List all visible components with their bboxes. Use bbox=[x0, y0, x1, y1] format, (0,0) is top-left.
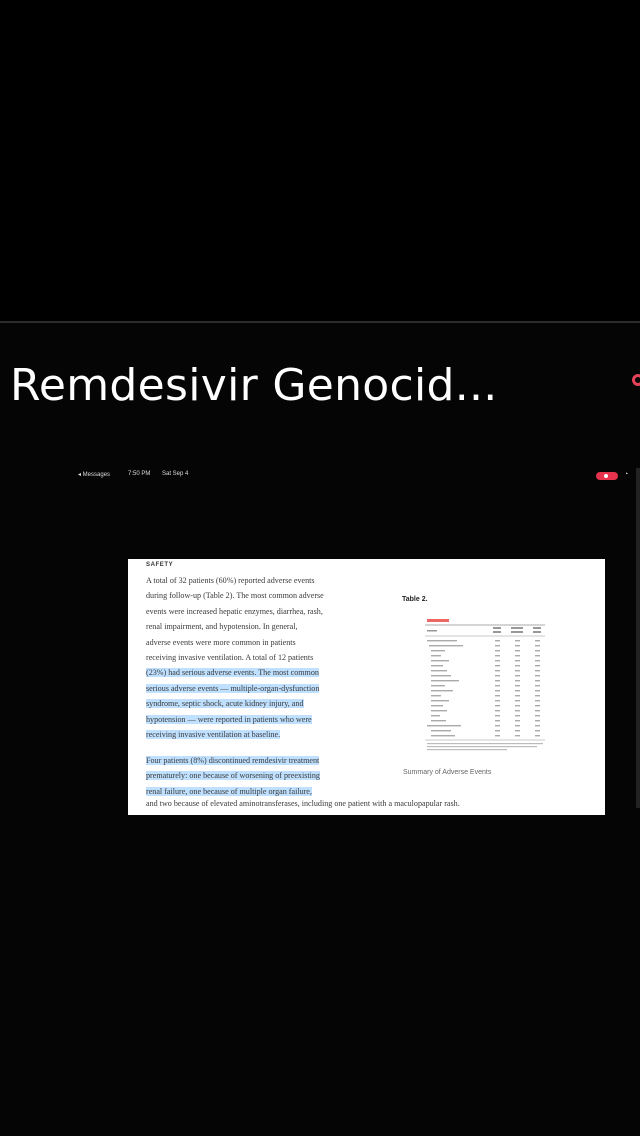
status-time: 7:50 PM bbox=[128, 471, 151, 477]
highlighted-text: serious adverse events — multiple-organ-dysfunction bbox=[146, 683, 320, 693]
text-line: during follow-up (Table 2). The most common adverse bbox=[146, 591, 324, 601]
wifi-icon: ◔ bbox=[624, 471, 629, 478]
text-line: adverse events were more common in patients bbox=[146, 637, 296, 647]
highlighted-text: prematurely: one because of worsening of preexisting bbox=[146, 771, 320, 781]
article-screenshot bbox=[128, 559, 605, 815]
status-date: Sat Sep 4 bbox=[162, 471, 189, 477]
screen-recording-icon bbox=[596, 472, 618, 480]
status-bar bbox=[78, 471, 640, 483]
text-line: renal impairment, and hypotension. In general, bbox=[146, 622, 298, 632]
paragraph-discontinuation bbox=[146, 753, 378, 799]
top-black-area bbox=[0, 0, 640, 322]
table-rows bbox=[427, 627, 541, 633]
back-to-messages-link[interactable]: ◂ Messages bbox=[78, 472, 111, 478]
section-heading: SAFETY bbox=[146, 562, 174, 568]
table-caption: Summary of Adverse Events bbox=[403, 769, 492, 776]
frame-edge bbox=[636, 468, 640, 808]
text-line: and two because of elevated aminotransferases, including one patient with a maculopapular rash. bbox=[146, 799, 460, 808]
text-line: A total of 32 patients (60%) reported adverse events bbox=[146, 576, 315, 585]
table-title: Table 2. bbox=[402, 596, 428, 603]
highlighted-text: (23%) had serious adverse events. The most common bbox=[146, 668, 319, 678]
highlighted-text: renal failure, one because of multiple organ failure, bbox=[146, 786, 312, 796]
highlighted-text: syndrome, septic shock, acute kidney injury, and bbox=[146, 699, 304, 709]
highlighted-text: receiving invasive ventilation at baseline. bbox=[146, 730, 281, 740]
video-title: Remdesivir Genocid... bbox=[10, 360, 498, 411]
highlighted-text: Four patients (8%) discontinued remdesivir treatment bbox=[146, 756, 320, 765]
highlighted-text: hypotension — were reported in patients who were bbox=[146, 714, 312, 724]
table-thumbnail[interactable] bbox=[425, 617, 547, 757]
text-line: receiving invasive ventilation. A total of 12 patients bbox=[146, 653, 314, 663]
paragraph-safety bbox=[146, 573, 378, 742]
table-header-bar bbox=[427, 619, 449, 622]
record-indicator-icon bbox=[632, 374, 640, 386]
text-line: events were increased hepatic enzymes, diarrhea, rash, bbox=[146, 606, 323, 616]
